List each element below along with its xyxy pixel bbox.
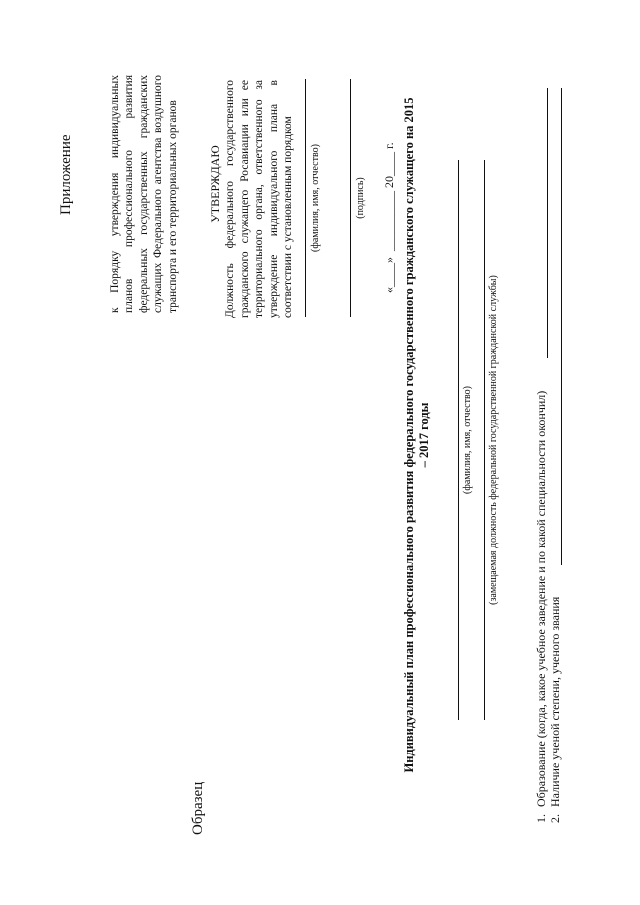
approver-position-text: Должность федерального государственного гражданского служащего Росавиации или ее территориального органа, ответственного за утверждение индивидуального плана в соответствии с установленным порядком	[224, 80, 295, 318]
item-label: Образование (когда, какое учебное заведение и по какой специальности окончил)	[534, 390, 548, 807]
item-number: 1.	[534, 814, 548, 823]
approval-date: «____» __________ 20____ г.	[382, 142, 396, 293]
item-number: 2.	[548, 814, 562, 823]
item-label: Наличие ученой степени, ученого звания	[548, 596, 562, 807]
approval-block	[208, 80, 295, 318]
position-line	[484, 160, 485, 720]
education-line	[547, 88, 548, 358]
position-caption: (замещаемая должность федеральной государственной гражданской службы)	[488, 275, 499, 605]
approver-name-line	[305, 79, 306, 317]
approval-order-reference: к Порядку утверждения индивидуальных планов профессионального развития федеральных государственных гражданских служащих Федерального агентства воздушного транспорта и его территориальных органов	[109, 75, 179, 313]
sample-label: Образец	[190, 781, 206, 835]
employee-name-caption: (фамилия, имя, отчество)	[462, 386, 473, 494]
approver-name-caption: (фамилия, имя, отчество)	[310, 144, 321, 252]
document-title: Индивидуальный план профессионального развития федерального государственного гражданского служащего на 2015 – 2017 годы	[402, 97, 431, 773]
employee-name-line	[458, 160, 459, 720]
approve-heading: УТВЕРЖДАЮ	[208, 145, 222, 223]
degree-line	[561, 88, 562, 565]
signature-caption: (подпись)	[355, 177, 366, 219]
list-item	[534, 391, 549, 823]
list-item	[548, 597, 563, 823]
signature-line	[350, 79, 351, 317]
annex-label: Приложение	[58, 134, 74, 215]
